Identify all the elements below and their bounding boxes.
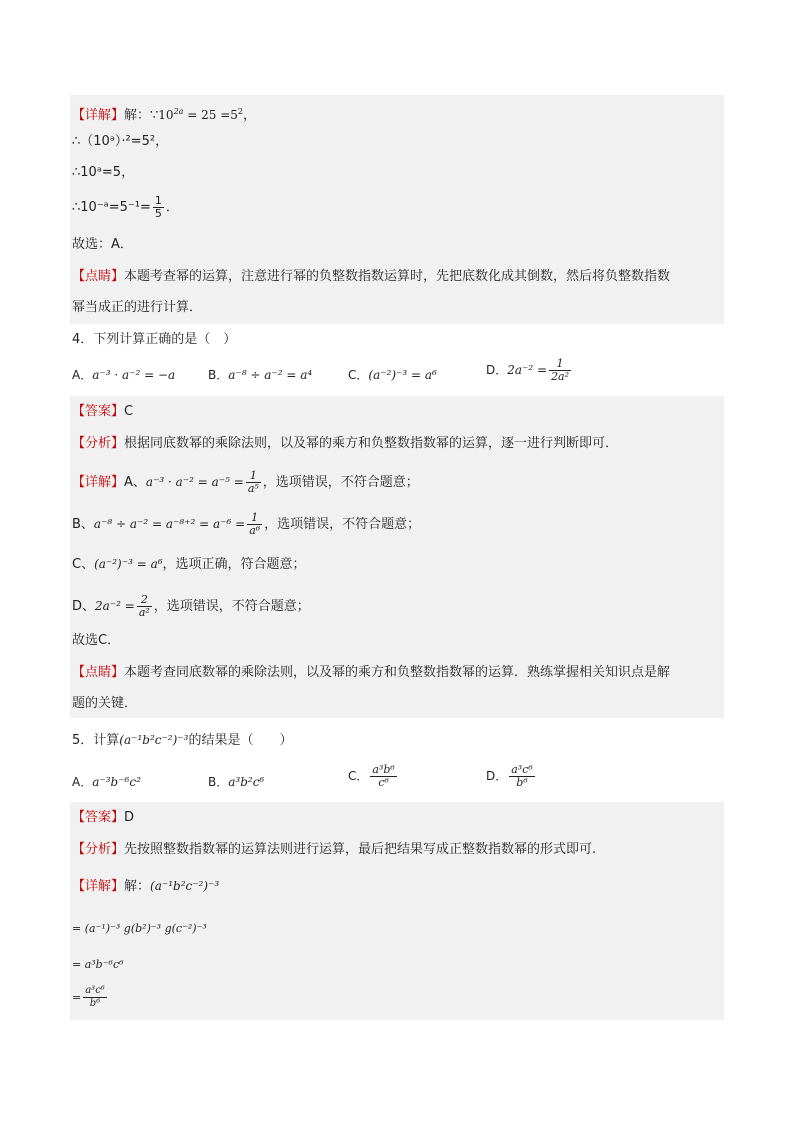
fraction: $\frac{1}{\text{a⁵}}$: [247, 469, 259, 495]
comment-tag: 【点睛】: [72, 665, 125, 680]
q3-answer: 故选：A．: [72, 237, 133, 252]
fraction: $\frac{1}{5}$: [154, 194, 162, 220]
q3-detail-line-3: ∴10ᵃ=5，: [72, 165, 135, 180]
fraction: $\frac{\text{a³c⁶}}{\text{b⁶}}$: [511, 763, 533, 789]
q4-choose: 故选C．: [72, 633, 121, 648]
q4-detail-d: D、2a⁻² = $\frac{2}{\text{a²}}$ ，选项错误，不符合题意；: [72, 593, 310, 619]
q5-step-2: = a³b⁻⁶c⁶: [72, 958, 124, 971]
fraction: $\frac{\text{a³b⁶}}{\text{c⁶}}$: [372, 763, 395, 789]
q5-stem: 5．计算(a⁻¹b²c⁻²)⁻³的结果是（ ）: [72, 733, 293, 748]
q3-detail-line-4: ∴10⁻ᵃ=5⁻¹= $\frac{1}{5}$ ．: [72, 194, 179, 220]
detail-tag: 【详解】: [72, 475, 125, 490]
q4-analysis: 【分析】根据同底数幂的乘除法则，以及幂的乘方和负整数指数幂的运算，逐一进行判断即可．: [72, 436, 619, 451]
q5-detail: 【详解】解：(a⁻¹b²c⁻²)⁻³: [72, 879, 220, 894]
q4-option-a: A．a⁻³ · a⁻² = −a: [72, 368, 176, 382]
q5-step-3: = $\frac{\text{a³c⁶}}{\text{b⁶}}$: [72, 985, 105, 1009]
q5-analysis: 【分析】先按照整数指数幂的运算法则进行运算，最后把结果写成正整数指数幂的形式即可.: [72, 842, 597, 857]
comment-tag: 【点睛】: [72, 269, 125, 284]
q4-detail-b: B、a⁻⁸ ÷ a⁻² = a⁻⁸⁺² = a⁻⁶ = $\frac{1}{\text{a⁶}}$ ，选项错误，不符合题意；: [72, 511, 421, 537]
q5-step-1: = (a⁻¹)⁻³ g(b²)⁻³ g(c⁻²)⁻³: [72, 922, 207, 935]
q5-option-a: A．a⁻³b⁻⁶c²: [72, 775, 141, 789]
q4-detail-c: C、(a⁻²)⁻³ = a⁶，选项正确，符合题意；: [72, 557, 306, 572]
analysis-tag: 【分析】: [72, 842, 125, 857]
q3-comment-line-2: 幂当成正的进行计算．: [72, 300, 203, 315]
answer-tag: 【答案】: [72, 404, 125, 419]
fraction: $\frac{2}{\text{a²}}$: [138, 593, 150, 619]
q5-option-c: C． $\frac{\text{a³b⁶}}{\text{c⁶}}$: [348, 763, 395, 789]
analysis-tag: 【分析】: [72, 436, 125, 451]
q4-option-c: C．(a⁻²)⁻³ = a⁶: [348, 368, 437, 382]
q4-option-b: B．a⁻⁸ ÷ a⁻² = a⁴: [208, 368, 313, 382]
answer-tag: 【答案】: [72, 810, 125, 825]
fraction: $\frac{1}{\text{2a²}}$: [551, 357, 570, 383]
q5-option-d: D． $\frac{\text{a³c⁶}}{\text{b⁶}}$: [486, 763, 533, 789]
q3-detail-line-1: 【详解】解：$\because 10^{2a} = 25 =5^2$，: [72, 107, 257, 123]
q4-detail-a: 【详解】A、a⁻³ · a⁻² = a⁻⁵ = $\frac{1}{\text{a⁵}}$ ，选项错误，不符合题意；: [72, 469, 419, 495]
q3-comment-line-1: 【点睛】本题考查幂的运算，注意进行幂的负整数指数运算时，先把底数化成其倒数，然后将负整数指数: [72, 269, 671, 284]
fraction: $\frac{\text{a³c⁶}}{\text{b⁶}}$: [85, 985, 105, 1009]
q4-stem: 4．下列计算正确的是（ ）: [72, 332, 237, 347]
detail-tag: 【详解】: [72, 879, 125, 894]
q5-answer: 【答案】D: [72, 810, 135, 825]
q4-comment-line-1: 【点睛】本题考查同底数幂的乘除法则，以及幂的乘方和负整数指数幂的运算．熟练掌握相关知识点是解: [72, 665, 671, 680]
q4-answer: 【答案】C: [72, 404, 134, 419]
q4-option-d: D．2a⁻² = $\frac{1}{\text{2a²}}$: [486, 357, 570, 383]
q5-option-b: B．a³b²c⁶: [208, 775, 265, 789]
q3-detail-line-2: ∴（10ᵃ）·²=5²，: [72, 134, 169, 149]
fraction: $\frac{1}{\text{a⁶}}$: [249, 511, 261, 537]
q4-comment-line-2: 题的关键．: [72, 696, 138, 711]
detail-tag: 【详解】: [72, 108, 125, 123]
